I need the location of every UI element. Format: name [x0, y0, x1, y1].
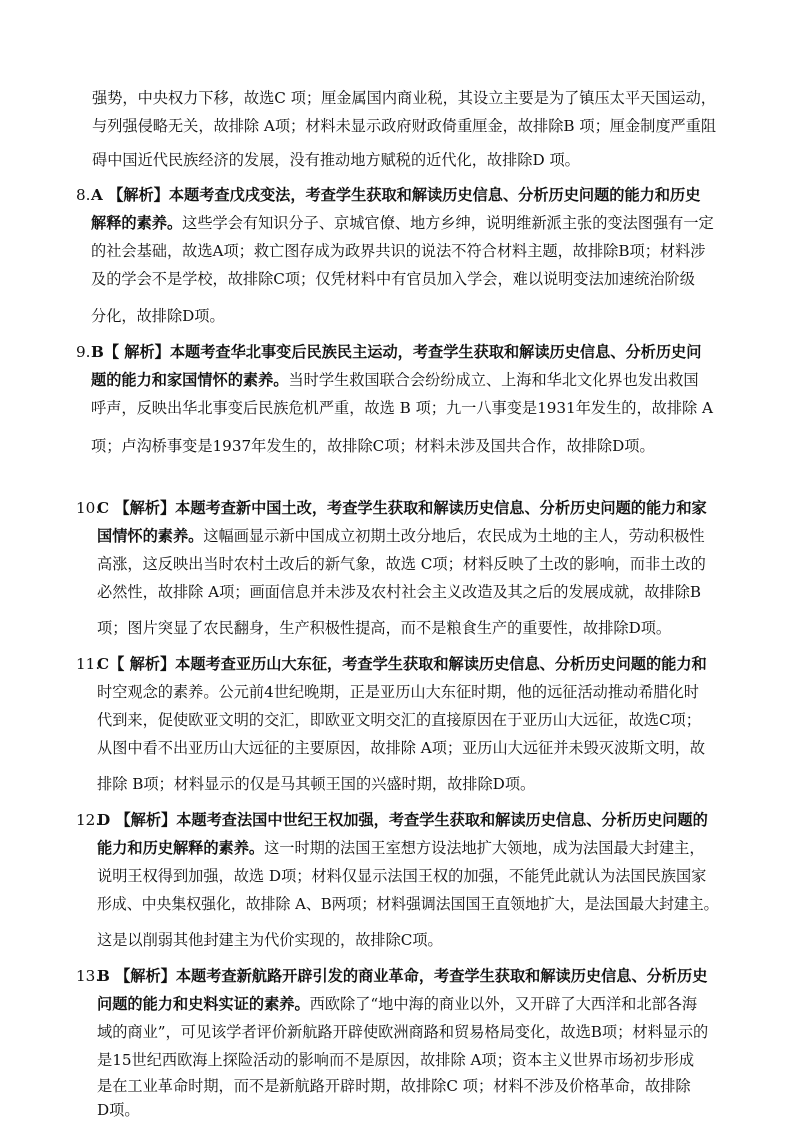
answer-heading — [97, 810, 708, 830]
text-line: 说明王权得到加强，故选 D项；材料仅显示法国王权的加强，不能凭此就认为法国民族国家 — [97, 867, 707, 885]
text-line: 呼声，反映出华北事变后民族危机严重，故选 B 项；九一八事变是1931年发生的，故排除 A — [91, 399, 714, 417]
answer-heading — [91, 185, 700, 205]
text-span: 这些学会有知识分子、京城官僚、地方乡绅，说明维新派主张的变法图强有一定 — [182, 214, 714, 232]
answer-heading — [97, 654, 707, 674]
question-number: 9. — [76, 343, 91, 361]
answer-heading-bold: 题的能力和家国情怀的素养。 — [91, 371, 289, 389]
text-line: 时空观念的素养。公元前4世纪晚期，正是亚历山大东征时期，他的远征活动推动希腊化时 — [97, 683, 699, 701]
question-number: 11. — [76, 655, 101, 673]
text-line: 是在工业革命时期，而不是新航路开辟时期，故排除C 项；材料不涉及价格革命，故排除 — [97, 1077, 691, 1095]
text-line: 域的商业”，可见该学者评价新航路开辟使欧洲商路和贸易格局变化，故选B项；材料显示的 — [97, 1023, 709, 1041]
text-line: 形成、中央集权强化，故排除 A、B两项；材料强调法国国王直领地扩大，是法国最大封建主。 — [97, 895, 719, 913]
question-number: 12. — [76, 811, 101, 829]
text-line: 代到来，促使欧亚文明的交汇，即欧亚文明交汇的直接原因在于亚历山大远征，故选C项； — [97, 711, 701, 729]
text-line: 及的学会不是学校，故排除C项；仅凭材料中有官员加入学会，难以说明变法加速统治阶级 — [91, 270, 695, 288]
answer-heading-bold: 国情怀的素养。 — [97, 527, 204, 545]
text-line: 项；图片突显了农民翻身，生产积极性提高，而不是粮食生产的重要性，故排除D项。 — [97, 619, 672, 637]
text-line: 与列强侵略无关，故排除 A项；材料未显示政府财政倚重厘金，故排除B 项；厘金制度严重阻 — [92, 117, 717, 135]
text-line — [97, 526, 705, 546]
text-span: 这幅画显示新中国成立初期土改分地后，农民成为土地的主人，劳动积极性 — [203, 527, 705, 545]
text-line: 必然性，故排除 A项；画面信息并未涉及农村社会主义改造及其之后的发展成就，故排除B — [97, 583, 702, 601]
answer-heading-bold: 问题的能力和史料实证的素养。 — [97, 995, 310, 1013]
text-line: 碍中国近代民族经济的发展，没有推动地方赋税的近代化，故排除D 项。 — [92, 151, 580, 169]
text-line: 的社会基础，故选A项；救亡图存成为政界共识的说法不符合材料主题，故排除B项；材料涉 — [91, 242, 706, 260]
text-line: 高涨，这反映出当时农村土改后的新气象，故选 C项；材料反映了土改的影响，而非土改的 — [97, 555, 706, 573]
text-line: 排除 B项；材料显示的仅是马其顿王国的兴盛时期，故排除D项。 — [97, 775, 536, 793]
question-number: 8. — [76, 186, 91, 204]
text-span: 西欧除了“地中海的商业以外，又开辟了大西洋和北部各海 — [309, 995, 698, 1013]
question-number: 13. — [76, 967, 101, 985]
text-line: 分化，故排除D项。 — [91, 307, 225, 325]
text-line — [97, 838, 705, 858]
answer-heading-bold: C【 解析】本题考查亚历山大东征，考查学生获取和解读历史信息、分析历史问题的能力和 — [97, 655, 707, 673]
answer-heading — [91, 342, 701, 362]
text-line: 强势，中央权力下移，故选C 项；厘金属国内商业税，其设立主要是为了镇压太平天国运动， — [92, 89, 716, 107]
text-line — [91, 213, 714, 233]
text-line: 项；卢沟桥事变是1937年发生的，故排除C项；材料未涉及国共合作，故排除D项。 — [91, 437, 655, 455]
text-line: 从图中看不出亚历山大远征的主要原因，故排除 A项；亚历山大远征并未毁灭波斯文明，故 — [97, 739, 706, 757]
answer-heading-bold: 解释的素养。 — [91, 214, 183, 232]
text-line — [91, 370, 699, 390]
answer-heading — [97, 498, 707, 518]
answer-heading-bold: A 【解析】本题考查戊戌变法，考查学生获取和解读历史信息、分析历史问题的能力和历史 — [91, 186, 701, 204]
text-span: 这一时期的法国王室想方设法地扩大领地，成为法国最大封建主， — [264, 839, 705, 857]
answer-heading-bold: B 【解析】本题考查新航路开辟引发的商业革命，考查学生获取和解读历史信息、分析历史 — [97, 967, 708, 985]
text-line — [97, 994, 697, 1014]
text-line: 是15世纪西欧海上探险活动的影响而不是原因，故排除 A项；资本主义世界市场初步形成 — [97, 1051, 695, 1069]
answer-heading — [97, 966, 707, 986]
answer-heading-bold: B【 解析】本题考查华北事变后民族民主运动，考查学生获取和解读历史信息、分析历史问 — [91, 343, 702, 361]
answer-heading-bold: C 【解析】本题考查新中国土改，考查学生获取和解读历史信息、分析历史问题的能力和家 — [97, 499, 707, 517]
text-line: 这是以削弱其他封建主为代价实现的，故排除C项。 — [97, 931, 443, 949]
text-span: 当时学生救国联合会纷纷成立、上海和华北文化界也发出救国 — [288, 371, 699, 389]
answer-heading-bold: D 【解析】本题考查法国中世纪王权加强，考查学生获取和解读历史信息、分析历史问题的 — [97, 811, 708, 829]
question-number: 10. — [76, 499, 101, 517]
answer-heading-bold: 能力和历史解释的素养。 — [97, 839, 265, 857]
text-line: D项。 — [97, 1101, 140, 1119]
